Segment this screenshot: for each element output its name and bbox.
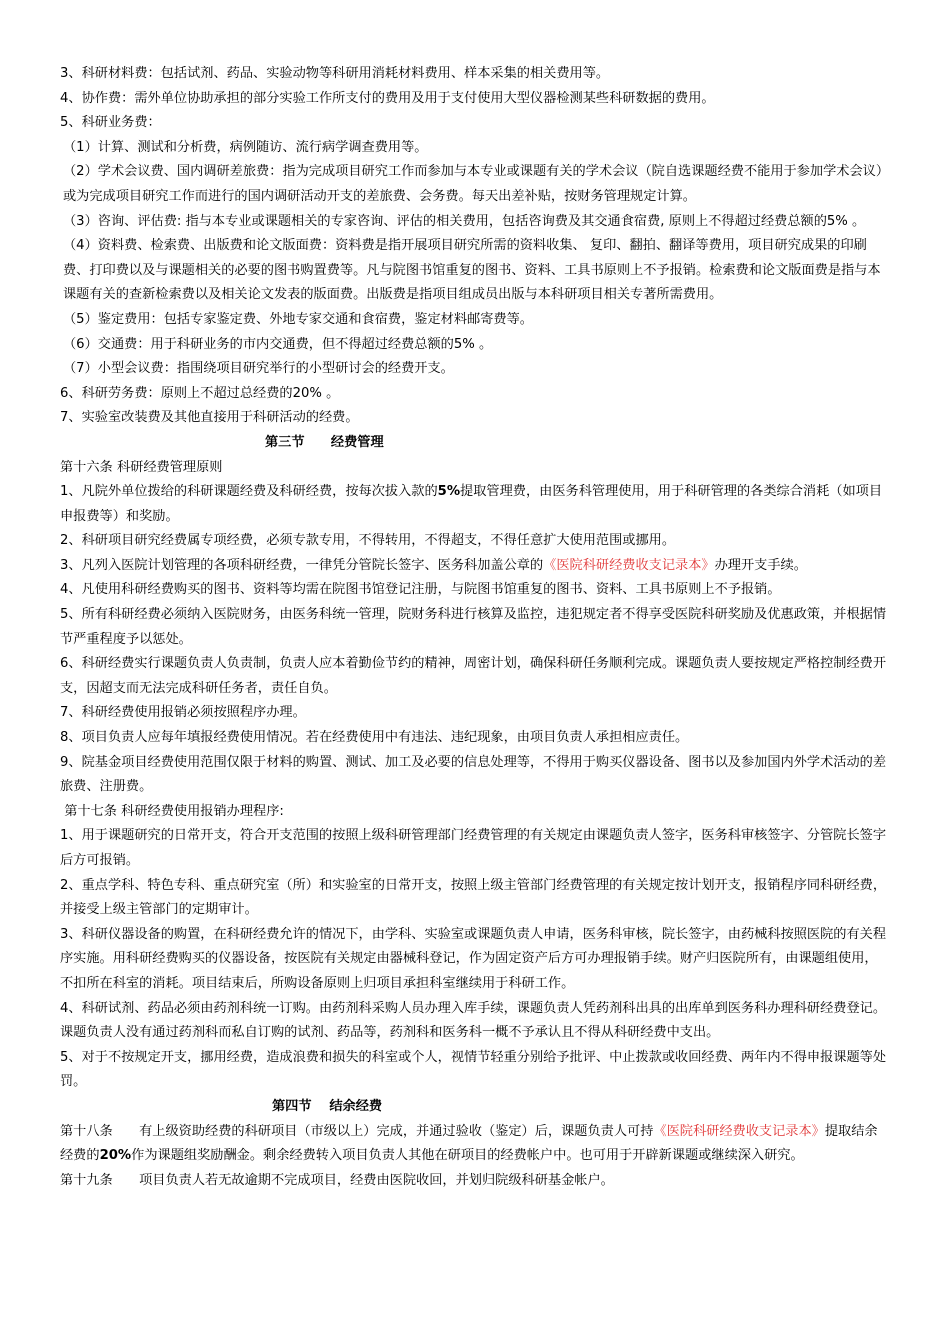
article-16-item-4: 4、凡使用科研经费购买的图书、资料等均需在院图书馆登记注册，与院图书馆重复的图书、资料、工具书原则上不予报销。	[60, 582, 781, 598]
paragraph-conference-fee: （2）学术会议费、国内调研差旅费：指为完成项目研究工作而参加与本专业或课题有关的学术会议（院自选课题经费不能用于参加学术会议）或为完成项目研究工作而进行的国内调研活动开支的差旅费、会务费。每天出差补贴，按财务管理规定计算。	[63, 164, 890, 204]
item-3-red-title: 《医院科研经费收支记录本》	[543, 557, 715, 573]
section-3-title: 第三节 经费管理	[265, 434, 384, 450]
paragraph-cooperation-fee: 4、协作费：需外单位协助承担的部分实验工作所支付的费用及用于支付使用大型仪器检测某些科研数据的费用。	[60, 90, 715, 106]
section-4-title: 第四节 结余经费	[272, 1098, 383, 1114]
paragraph-labor-fee: 6、科研劳务费：原则上不超过总经费的20% 。	[60, 385, 340, 401]
article-17-item-3: 3、科研仪器设备的购置，在科研经费允许的情况下，由学科、实验室或课题负责人申请，医务科审核，院长签字，由药械科按照医院的有关程序实施。用科研经费购买的仪器设备，按医院有关规定由器械科登记，作为固定资产后方可办理报销手续。财产归医院所有，由课题组使用，不扣所在科室的消耗。项目结束后，所购设备原则上归项目承担科室继续用于科研工作。	[60, 926, 887, 991]
document-body	[60, 62, 890, 1193]
paragraph-materials-publication-fee: （4）资料费、检索费、出版费和论文版面费：资料费是指开展项目研究所需的资料收集、 复印、翻拍、翻译等费用，项目研究成果的印刷费、打印费以及与课题相关的必要的图书购置费等。凡与院图书馆重复的图书、资料、工具书原则上不予报销。检索费和论文版面费是指与本课题有关的查新检索费以及相关论文发表的版面费。出版费是指项目组成员出版与本科研项目相关专著所需费用。	[63, 238, 881, 303]
item-1-text-b: 提取管理费，由医务科管理使用，用于科研管理的各类综合消耗（如项目申报费等）和奖励。	[60, 484, 883, 524]
article-18	[60, 1120, 890, 1169]
article-19: 第十九条 项目负责人若无故逾期不完成项目，经费由医院收回，并划归院级科研基金帐户。	[60, 1172, 614, 1188]
article-16-heading: 第十六条 科研经费管理原则	[60, 459, 223, 475]
paragraph-computation-fee: （1）计算、测试和分析费，病例随访、流行病学调查费用等。	[63, 139, 428, 155]
paragraph-appraisal-fee: （5）鉴定费用：包括专家鉴定费、外地专家交通和食宿费，鉴定材料邮寄费等。	[63, 311, 533, 327]
article-17-item-5: 5、对于不按规定开支，挪用经费，造成浪费和损失的科室或个人，视情节轻重分别给予批评、中止拨款或收回经费、两年内不得申报课题等处罚。	[60, 1049, 887, 1090]
article-16-item-8: 8、项目负责人应每年填报经费使用情况。若在经费使用中有违法、违纪现象，由项目负责人承担相应责任。	[60, 730, 689, 746]
item-1-text-a: 1、凡院外单位拨给的科研课题经费及科研经费，按每次拔入款的	[60, 484, 438, 500]
article-17-heading: 第十七条 科研经费使用报销办理程序:	[60, 803, 284, 819]
article-17-item-2: 2、重点学科、特色专科、重点研究室（所）和实验室的日常开支，按照上级主管部门经费管理的有关规定按计划开支，报销程序同科研经费，并接受上级主管部门的定期审计。	[60, 877, 887, 918]
article-18-percent: 20%	[99, 1148, 132, 1164]
article-16-item-2: 2、科研项目研究经费属专项经费，必须专款专用，不得转用，不得超支，不得任意扩大使用范围或挪用。	[60, 533, 676, 549]
item-1-percent: 5%	[437, 484, 461, 500]
paragraph-business-fee: 5、科研业务费：	[60, 115, 161, 131]
article-17-item-1: 1、用于课题研究的日常开支，符合开支范围的按照上级科研管理部门经费管理的有关规定由课题负责人签字，医务科审核签字、分管院长签字后方可报销。	[60, 828, 887, 868]
article-17-item-4: 4、科研试剂、药品必须由药剂科统一订购。由药剂科采购人员办理入库手续，课题负责人凭药剂科出具的出库单到医务科办理科研经费登记。课题负责人没有通过药剂科而私自订购的试剂、药品等，药剂科和医务科一概不予承认且不得从科研经费中支出。	[60, 1000, 887, 1041]
paragraph-materials-fee: 3、科研材料费：包括试剂、药品、实验动物等科研用消耗材料费用、样本采集的相关费用等。	[60, 66, 610, 81]
article-16-item-7: 7、科研经费使用报销必须按照程序办理。	[60, 705, 306, 721]
paragraph-lab-renovation-fee: 7、实验室改装费及其他直接用于科研活动的经费。	[60, 410, 359, 426]
article-16-item-3	[60, 554, 890, 579]
paragraph-small-meeting-fee: （7）小型会议费：指围绕项目研究举行的小型研讨会的经费开支。	[63, 361, 454, 377]
item-3-text-a: 3、凡列入医院计划管理的各项科研经费，一律凭分管院长签字、医务科加盖公章的	[60, 557, 544, 573]
paragraph-consulting-fee: （3）咨询、评估费: 指与本专业或课题相关的专家咨询、评估的相关费用，包括咨询费及其交通食宿费, 原则上不得超过经费总额的5% 。	[63, 213, 866, 229]
article-18-text-a: 第十八条 有上级资助经费的科研项目（市级以上）完成，并通过验收（鉴定）后，课题负责人可持	[60, 1123, 654, 1139]
article-18-text-c: 作为课题组奖励酬金。剩余经费转入项目负责人其他在研项目的经费帐户中。也可用于开辟新课题或继续深入研究。	[131, 1148, 804, 1164]
article-16-item-9: 9、院基金项目经费使用范围仅限于材料的购置、测试、加工及必要的信息处理等，不得用于购买仪器设备、图书以及参加国内外学术活动的差旅费、注册费。	[60, 754, 887, 795]
article-16-item-1	[60, 480, 890, 529]
article-18-red-title: 《医院科研经费收支记录本》	[653, 1123, 825, 1139]
article-18-text-b: 提取结余经费的	[60, 1123, 878, 1164]
article-16-item-5: 5、所有科研经费必须纳入医院财务，由医务科统一管理，院财务科进行核算及监控，违犯规定者不得享受医院科研奖励及优惠政策，并根据情节严重程度予以惩处。	[60, 607, 887, 647]
article-16-item-6: 6、科研经费实行课题负责人负责制，负责人应本着勤俭节约的精神，周密计划，确保科研任务顺利完成。课题负责人要按规定严格控制经费开支，因超支而无法完成科研任务者，责任自负。	[60, 656, 887, 696]
item-3-text-b: 办理开支手续。	[714, 557, 807, 573]
paragraph-transport-fee: （6）交通费：用于科研业务的市内交通费，但不得超过经费总额的5% 。	[63, 336, 493, 352]
